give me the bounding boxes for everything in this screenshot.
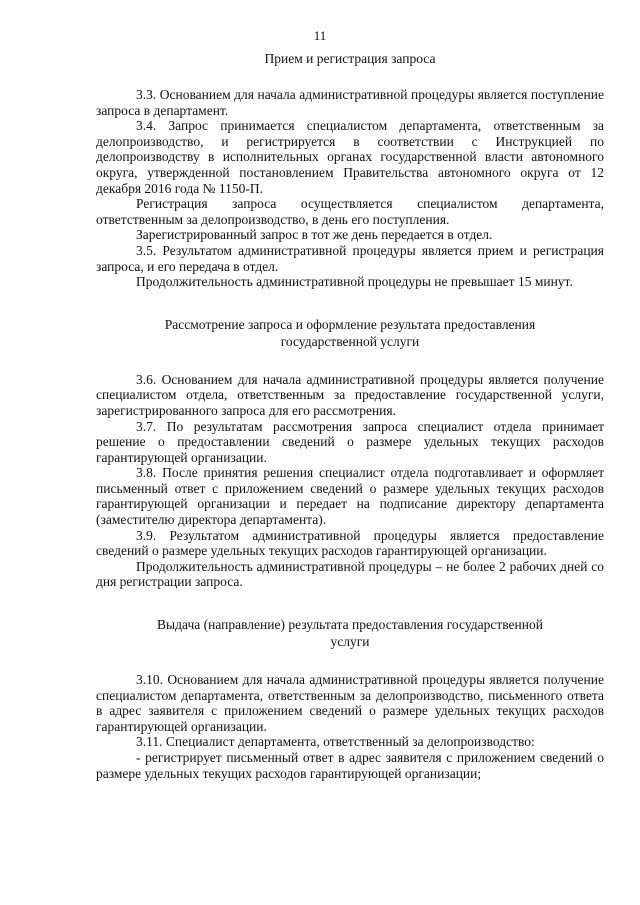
document-body <box>96 50 604 781</box>
paragraph: Регистрация запроса осуществляется специалистом департамента, ответственным за делопроизводство, в день его поступления. <box>96 196 604 227</box>
paragraph: 3.5. Результатом административной процедуры является прием и регистрация запроса, и его передача в отдел. <box>96 242 604 274</box>
paragraph: 3.7. По результатам рассмотрения запроса специалист отдела принимает решение о предоставлении сведений о размере удельных текущих расходов гарантирующей организации. <box>96 418 604 465</box>
paragraph: - регистрирует письменный ответ в адрес заявителя с приложением сведений о размере удельных текущих расходов гарантирующей организации; <box>96 750 604 781</box>
section-heading-line: услуги <box>330 634 370 650</box>
paragraph: 3.3. Основанием для начала административной процедуры является поступление запроса в департамент. <box>96 87 604 118</box>
paragraph: Продолжительность административной процедуры не превышает 15 минут. <box>136 274 573 290</box>
paragraph: Зарегистрированный запрос в тот же день передается в отдел. <box>136 227 493 243</box>
paragraph: 3.6. Основанием для начала административной процедуры является получение специалистом отдела, ответственным за предоставление государственной услуги, зарегистрированного запроса для его рассмотрения. <box>96 371 604 418</box>
section-heading-line: государственной услуги <box>280 333 420 349</box>
section-heading-line: Выдача (направление) результата предоставления государственной <box>157 617 543 633</box>
paragraph: 3.8. После принятия решения специалист отдела подготавливает и оформляет письменный ответ с приложением сведений о размере удельных текущих расходов гарантирующей организации и передает на подписание директору департамента (заместителю директора департамента). <box>96 465 604 528</box>
section-review <box>96 316 604 590</box>
paragraph: Продолжительность административной процедуры – не более 2 рабочих дней со дня регистрации запроса. <box>96 558 604 590</box>
paragraph: 3.4. Запрос принимается специалистом департамента, ответственным за делопроизводство, и регистрируется в соответствии с Инструкцией по делопроизводству в исполнительных органах государственной власти автономного округа, утвержденной постановлением Правительства автономного округа от 12 декабря 2016 года № 1150-П. <box>96 118 604 196</box>
page-number: 11 <box>313 28 327 43</box>
section-reception <box>96 50 604 290</box>
section-heading-line: Рассмотрение запроса и оформление результата предоставления <box>164 316 536 332</box>
paragraph: 3.10. Основанием для начала административной процедуры является получение специалистом департамента, ответственным за делопроизводство, письменного ответа в адрес заявителя с приложением сведений о размере удельных текущих расходов гарантирующей организации. <box>96 672 604 734</box>
section-issuance <box>96 616 604 781</box>
section-heading: Прием и регистрация запроса <box>264 51 436 66</box>
paragraph: 3.9. Результатом административной процедуры является предоставление сведений о размере удельных текущих расходов гарантирующей организации. <box>96 527 604 559</box>
paragraph: 3.11. Специалист департамента, ответственный за делопроизводство: <box>136 734 535 750</box>
